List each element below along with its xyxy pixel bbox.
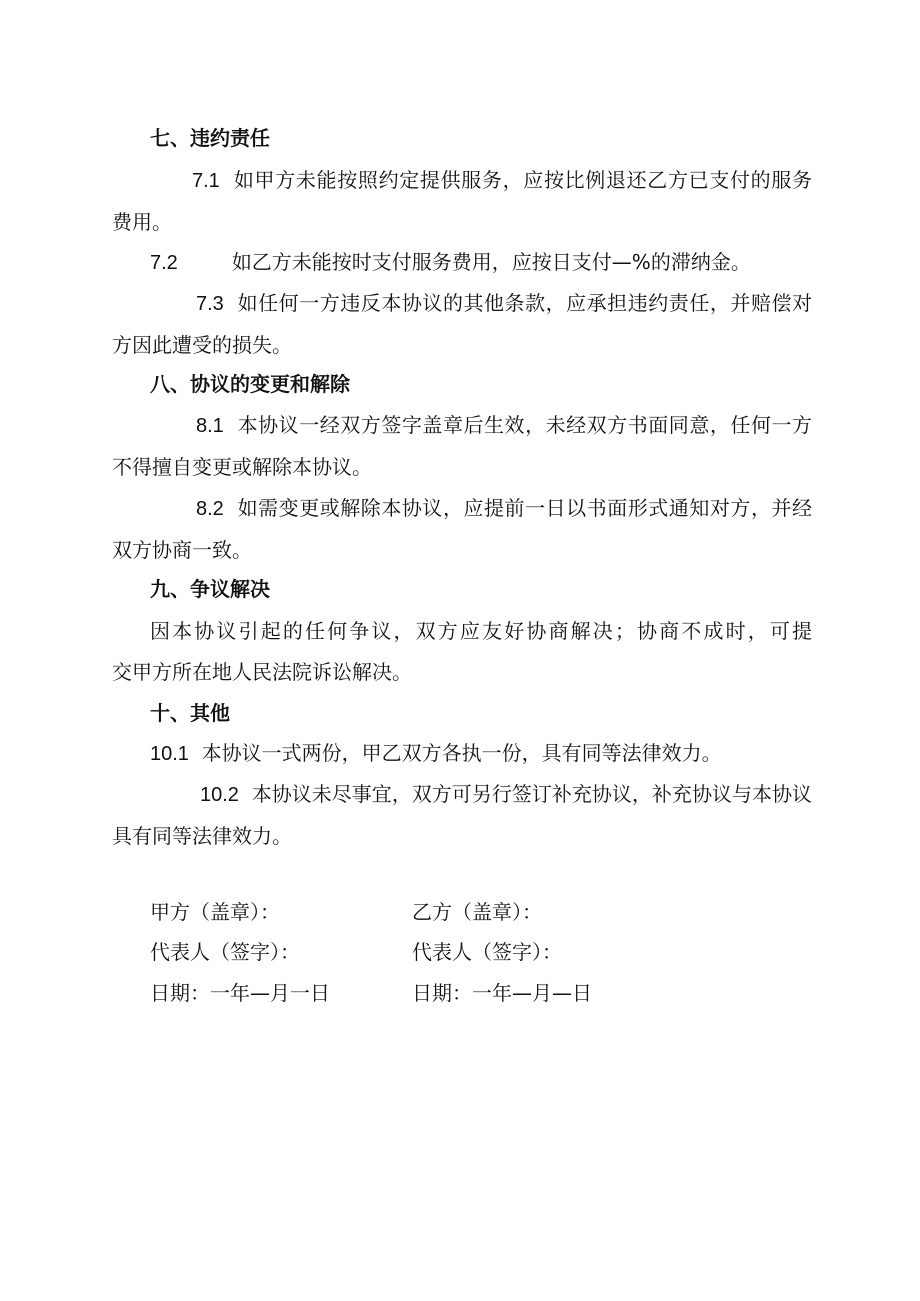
clause-number: 10.1 [150, 743, 189, 765]
clause-7-1 [112, 166, 812, 236]
clause-8-2 [112, 494, 812, 564]
clause-number: 10.2 [200, 784, 239, 806]
section-heading-dispute: 九、争议解决 [150, 577, 270, 601]
clause-8-2-line1 [112, 494, 812, 523]
clause-number: 7.1 [192, 170, 220, 192]
clause-10-2-line2: 具有同等法律效力。 [112, 824, 292, 848]
clause-8-1-line2: 不得擅自变更或解除本协议。 [112, 455, 372, 479]
clause-10-2 [112, 780, 812, 850]
clause-7-3-line1 [112, 289, 812, 318]
section-heading-breach: 七、违约责任 [150, 126, 270, 150]
clause-text: 如乙方未能按时支付服务费用，应按日支付—%的滞纳金。 [231, 250, 751, 274]
clause-number: 7.2 [150, 252, 178, 274]
clause-number: 8.1 [196, 415, 224, 437]
party-a-date: 日期：一年—月一日 [150, 981, 330, 1005]
clause-text: 本协议未尽事宜，双方可另行签订补充协议，补充协议与本协议 [251, 782, 813, 806]
clause-8-1-line1 [112, 411, 812, 440]
dispute-line2: 交甲方所在地人民法院诉讼解决。 [112, 660, 412, 684]
clause-7-3-line2: 方因此遭受的损失。 [112, 333, 292, 357]
clause-10-1 [150, 739, 722, 768]
clause-10-2-line1 [112, 780, 812, 809]
party-b-date: 日期：一年—月—日 [412, 981, 592, 1005]
clause-number: 8.2 [196, 498, 224, 520]
clause-7-1-line1 [112, 166, 812, 195]
party-b-rep: 代表人（签字）： [412, 940, 562, 964]
dispute-line1: 因本协议引起的任何争议，双方应友好协商解决；协商不成时，可提 [150, 619, 812, 643]
clause-text: 本协议一经双方签字盖章后生效，未经双方书面同意，任何一方 [237, 413, 813, 437]
dispute-paragraph [112, 617, 812, 686]
clause-7-2 [150, 248, 751, 277]
party-a-rep: 代表人（签字）： [150, 940, 300, 964]
clause-text: 如任何一方违反本协议的其他条款，应承担违约责任，并赔偿对 [237, 291, 813, 315]
clause-text: 如需变更或解除本协议，应提前一日以书面形式通知对方，并经 [237, 496, 813, 520]
section-heading-other: 十、其他 [150, 701, 230, 725]
clause-7-1-line2: 费用。 [112, 210, 172, 234]
clause-number: 7.3 [196, 293, 224, 315]
section-heading-change: 八、协议的变更和解除 [150, 372, 350, 396]
clause-text: 如甲方未能按照约定提供服务，应按比例退还乙方已支付的服务 [233, 168, 813, 192]
clause-8-2-line2: 双方协商一致。 [112, 538, 252, 562]
clause-7-3 [112, 289, 812, 359]
party-a-seal: 甲方（盖章）： [150, 900, 280, 924]
party-b-seal: 乙方（盖章）： [412, 900, 542, 924]
clause-8-1 [112, 411, 812, 481]
clause-text: 本协议一式两份，甲乙双方各执一份，具有同等法律效力。 [201, 741, 722, 765]
